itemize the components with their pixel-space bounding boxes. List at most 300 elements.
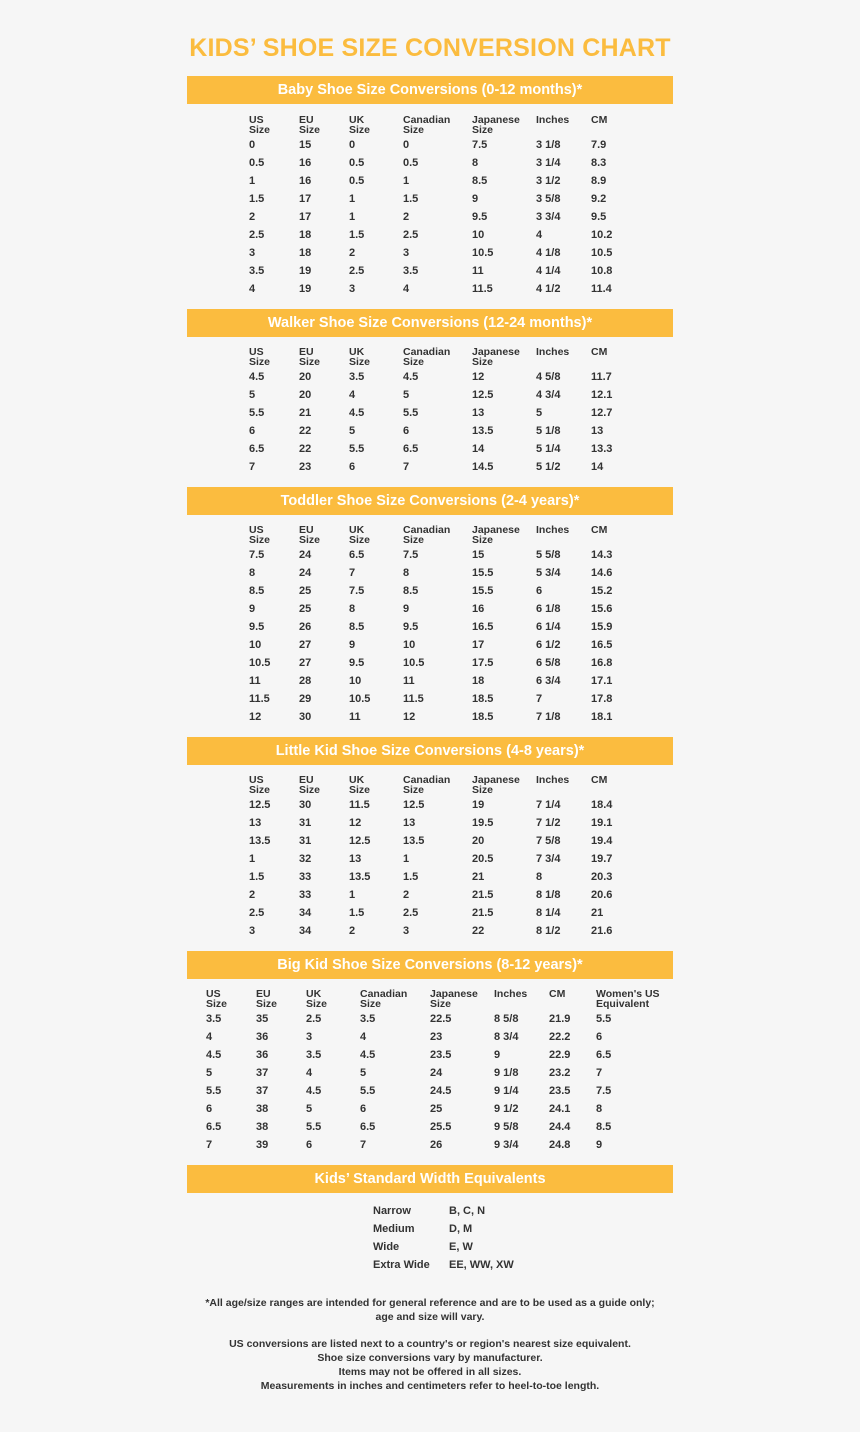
table-cell: 7.9: [591, 139, 607, 151]
table-cell: 8 3/4: [494, 1031, 519, 1043]
table-cell: 21.6: [591, 925, 613, 937]
table-cell: 1.5: [249, 193, 265, 205]
table-cell: 15.2: [591, 585, 613, 597]
table-cell: 17.1: [591, 675, 613, 687]
table-cell: 0.5: [403, 157, 419, 169]
width-name: Wide: [373, 1241, 400, 1253]
note-line: Measurements in inches and centimeters refer to heel-to-toe length.: [260, 1380, 600, 1392]
table-cell: 17: [472, 639, 485, 651]
table-cell: 0: [349, 139, 356, 151]
column-header: US Size: [249, 774, 271, 796]
table-cell: 8: [536, 871, 543, 883]
table-cell: 4: [360, 1031, 367, 1043]
table-cell: 13.5: [349, 871, 371, 883]
table-cell: 2: [403, 211, 410, 223]
size-table: [206, 989, 666, 1158]
table-cell: 3 1/2: [536, 175, 561, 187]
table-cell: 5: [360, 1067, 367, 1079]
table-cell: 10.5: [403, 657, 425, 669]
table-cell: 21.5: [472, 889, 494, 901]
table-cell: 23: [430, 1031, 443, 1043]
table-cell: 25: [299, 585, 312, 597]
note-line: US conversions are listed next to a country's or region's nearest size equivalent.: [229, 1338, 631, 1350]
size-table: [249, 525, 709, 730]
table-cell: 5: [206, 1067, 213, 1079]
table-cell: 20.6: [591, 889, 613, 901]
table-cell: 4.5: [249, 371, 265, 383]
table-row: [206, 1010, 666, 1028]
table-cell: 31: [299, 835, 312, 847]
note-line: Shoe size conversions vary by manufacturer.: [317, 1352, 543, 1364]
table-cell: 2.5: [403, 907, 419, 919]
table-cell: 5: [306, 1103, 313, 1115]
table-row: [249, 458, 709, 476]
table-cell: 30: [299, 799, 312, 811]
table-cell: 7 1/4: [536, 799, 561, 811]
table-cell: 16.5: [472, 621, 494, 633]
table-cell: 9.5: [591, 211, 607, 223]
table-cell: 10.5: [472, 247, 494, 259]
table-cell: 18.5: [472, 693, 494, 705]
table-cell: 5.5: [403, 407, 419, 419]
table-cell: 6 3/4: [536, 675, 561, 687]
column-header: Japanese Size: [472, 114, 520, 136]
table-cell: 7.5: [403, 549, 419, 561]
table-cell: 11.7: [591, 371, 612, 383]
table-cell: 9 1/4: [494, 1085, 519, 1097]
table-cell: 6.5: [596, 1049, 612, 1061]
table-cell: 21: [299, 407, 312, 419]
table-cell: 2: [249, 211, 256, 223]
table-cell: 3.5: [403, 265, 419, 277]
table-cell: 6: [403, 425, 410, 437]
table-cell: 1.5: [403, 193, 419, 205]
table-row: [249, 244, 709, 262]
table-cell: 8: [349, 603, 356, 615]
table-cell: 34: [299, 925, 312, 937]
size-table: [249, 775, 709, 944]
table-cell: 11: [349, 711, 361, 723]
table-cell: 33: [299, 871, 312, 883]
table-cell: 8.5: [472, 175, 488, 187]
table-cell: 3 3/4: [536, 211, 561, 223]
table-cell: 8.3: [591, 157, 607, 169]
table-cell: 2: [403, 889, 410, 901]
table-cell: 6.5: [349, 549, 365, 561]
table-cell: 4 5/8: [536, 371, 561, 383]
section-title: Toddler Shoe Size Conversions (2-4 years)*: [187, 487, 673, 515]
footnote-line: *All age/size ranges are intended for general reference and are to be used as a guide only;: [205, 1297, 655, 1309]
section-title: Big Kid Shoe Size Conversions (8-12 years)*: [187, 951, 673, 979]
table-cell: 25: [430, 1103, 443, 1115]
table-cell: 2.5: [349, 265, 365, 277]
table-cell: 12: [249, 711, 262, 723]
table-cell: 36: [256, 1031, 269, 1043]
table-cell: 8: [596, 1103, 603, 1115]
width-table: [373, 1202, 573, 1274]
table-cell: 39: [256, 1139, 269, 1151]
table-row: [249, 208, 709, 226]
table-cell: 5 3/4: [536, 567, 561, 579]
table-cell: 10.5: [249, 657, 271, 669]
column-header: EU Size: [299, 114, 321, 136]
column-header: Japanese Size: [430, 988, 478, 1010]
table-cell: 5 1/4: [536, 443, 561, 455]
table-cell: 9: [472, 193, 479, 205]
table-cell: 4.5: [349, 407, 365, 419]
table-cell: 6 1/8: [536, 603, 561, 615]
column-header: Inches: [536, 346, 570, 358]
width-codes: E, W: [449, 1241, 473, 1253]
table-cell: 10: [349, 675, 362, 687]
table-row: [206, 1082, 666, 1100]
table-row: [206, 1064, 666, 1082]
table-cell: 7.5: [472, 139, 488, 151]
table-cell: 5.5: [349, 443, 365, 455]
table-cell: 10: [249, 639, 262, 651]
table-cell: 12: [349, 817, 362, 829]
table-cell: 24.5: [430, 1085, 452, 1097]
column-header: Inches: [536, 114, 570, 126]
width-row: [373, 1202, 573, 1220]
width-name: Extra Wide: [373, 1259, 430, 1271]
table-cell: 15.5: [472, 585, 494, 597]
table-cell: 6 1/2: [536, 639, 561, 651]
table-row: [249, 440, 709, 458]
table-cell: 7: [206, 1139, 213, 1151]
table-cell: 25: [299, 603, 312, 615]
table-cell: 4: [206, 1031, 213, 1043]
table-cell: 5 1/2: [536, 461, 561, 473]
table-cell: 22.2: [549, 1031, 571, 1043]
table-cell: 4: [536, 229, 543, 241]
table-cell: 1.5: [403, 871, 419, 883]
size-table: [249, 115, 709, 302]
table-row: [249, 672, 709, 690]
table-cell: 13: [403, 817, 416, 829]
table-cell: 3.5: [349, 371, 365, 383]
table-cell: 5 1/8: [536, 425, 561, 437]
column-header: EU Size: [256, 988, 278, 1010]
table-row: [249, 600, 709, 618]
notes: [0, 1337, 860, 1393]
table-cell: 38: [256, 1121, 269, 1133]
table-row: [249, 690, 709, 708]
table-cell: 31: [299, 817, 312, 829]
table-cell: 1: [403, 853, 410, 865]
table-row: [206, 1046, 666, 1064]
table-cell: 18: [299, 247, 312, 259]
table-cell: 10.8: [591, 265, 613, 277]
table-cell: 19: [299, 283, 312, 295]
column-header: US Size: [249, 524, 271, 546]
table-cell: 6: [596, 1031, 603, 1043]
table-cell: 7: [249, 461, 256, 473]
table-cell: 19.1: [591, 817, 613, 829]
column-header: Japanese Size: [472, 346, 520, 368]
table-cell: 12.1: [591, 389, 613, 401]
table-cell: 7 1/8: [536, 711, 561, 723]
table-cell: 0.5: [349, 157, 365, 169]
column-header: UK Size: [349, 114, 371, 136]
table-cell: 5 5/8: [536, 549, 561, 561]
table-cell: 13: [349, 853, 362, 865]
table-cell: 6.5: [206, 1121, 222, 1133]
table-row: [206, 1028, 666, 1046]
table-cell: 17.8: [591, 693, 613, 705]
table-cell: 18.1: [591, 711, 613, 723]
table-cell: 3 5/8: [536, 193, 561, 205]
table-cell: 12: [472, 371, 485, 383]
table-cell: 14: [472, 443, 485, 455]
widths-section-title: Kids’ Standard Width Equivalents: [187, 1165, 673, 1193]
table-row: [249, 708, 709, 726]
size-table: [249, 347, 709, 480]
column-header: Canadian Size: [403, 346, 451, 368]
table-row: [249, 868, 709, 886]
column-header: UK Size: [349, 346, 371, 368]
width-codes: B, C, N: [449, 1205, 486, 1217]
table-cell: 12.5: [249, 799, 271, 811]
table-cell: 2.5: [403, 229, 419, 241]
table-cell: 4 3/4: [536, 389, 561, 401]
table-cell: 9: [249, 603, 256, 615]
column-header: Women's US Equivalent: [596, 988, 660, 1010]
table-cell: 8.9: [591, 175, 607, 187]
table-cell: 4 1/4: [536, 265, 561, 277]
table-cell: 12.5: [349, 835, 371, 847]
section-title: Little Kid Shoe Size Conversions (4-8 years)*: [187, 737, 673, 765]
table-cell: 9 1/8: [494, 1067, 519, 1079]
table-cell: 17: [299, 211, 312, 223]
table-cell: 27: [299, 639, 312, 651]
table-cell: 34: [299, 907, 312, 919]
table-cell: 5.5: [306, 1121, 322, 1133]
table-cell: 16: [472, 603, 485, 615]
table-cell: 37: [256, 1067, 269, 1079]
table-cell: 17.5: [472, 657, 494, 669]
table-cell: 6 5/8: [536, 657, 561, 669]
table-cell: 12.5: [403, 799, 425, 811]
table-cell: 4 1/8: [536, 247, 561, 259]
table-cell: 3.5: [306, 1049, 322, 1061]
table-cell: 4: [403, 283, 410, 295]
table-cell: 9.5: [349, 657, 365, 669]
column-header: US Size: [206, 988, 228, 1010]
column-header: EU Size: [299, 524, 321, 546]
table-row: [249, 618, 709, 636]
table-cell: 7.5: [349, 585, 365, 597]
table-cell: 4: [249, 283, 256, 295]
table-cell: 5.5: [249, 407, 265, 419]
table-cell: 8 1/8: [536, 889, 561, 901]
table-cell: 3 1/8: [536, 139, 561, 151]
table-cell: 6: [536, 585, 543, 597]
table-row: [249, 546, 709, 564]
column-header: Inches: [536, 524, 570, 536]
table-row: [249, 814, 709, 832]
table-cell: 23.2: [549, 1067, 571, 1079]
table-cell: 21: [472, 871, 485, 883]
table-cell: 8.5: [403, 585, 419, 597]
table-cell: 9.5: [403, 621, 419, 633]
table-row: [249, 386, 709, 404]
table-cell: 2.5: [306, 1013, 322, 1025]
table-row: [249, 136, 709, 154]
table-cell: 23.5: [549, 1085, 571, 1097]
table-cell: 12.7: [591, 407, 613, 419]
table-cell: 5.5: [596, 1013, 612, 1025]
table-cell: 8.5: [596, 1121, 612, 1133]
table-cell: 8.5: [249, 585, 265, 597]
table-cell: 19.4: [591, 835, 613, 847]
column-header: Inches: [536, 774, 570, 786]
table-cell: 19: [299, 265, 312, 277]
column-header: CM: [591, 114, 608, 126]
table-cell: 24.1: [549, 1103, 571, 1115]
table-cell: 2: [349, 247, 356, 259]
table-cell: 6: [349, 461, 356, 473]
table-cell: 1: [349, 211, 356, 223]
footnote: [0, 1296, 860, 1324]
table-cell: 19.5: [472, 817, 494, 829]
table-cell: 20: [299, 389, 312, 401]
table-cell: 4: [349, 389, 356, 401]
table-cell: 20.3: [591, 871, 613, 883]
table-cell: 14.5: [472, 461, 494, 473]
table-cell: 22: [299, 443, 312, 455]
table-cell: 13.5: [472, 425, 494, 437]
table-cell: 0: [249, 139, 256, 151]
table-cell: 14: [591, 461, 604, 473]
table-cell: 13.5: [249, 835, 271, 847]
table-row: [249, 564, 709, 582]
table-cell: 18.4: [591, 799, 613, 811]
table-cell: 0.5: [249, 157, 265, 169]
table-cell: 5: [403, 389, 410, 401]
table-cell: 10: [472, 229, 485, 241]
table-cell: 8.5: [349, 621, 365, 633]
table-cell: 8 5/8: [494, 1013, 519, 1025]
table-cell: 11: [403, 675, 415, 687]
table-cell: 6: [306, 1139, 313, 1151]
table-cell: 4 1/2: [536, 283, 561, 295]
table-cell: 24: [299, 549, 312, 561]
column-header: Inches: [494, 988, 528, 1000]
width-codes: EE, WW, XW: [449, 1259, 514, 1271]
table-cell: 21.5: [472, 907, 494, 919]
column-header: UK Size: [349, 774, 371, 796]
table-cell: 5: [349, 425, 356, 437]
table-cell: 10.2: [591, 229, 613, 241]
table-cell: 3: [306, 1031, 313, 1043]
footnote-line: age and size will vary.: [375, 1311, 485, 1323]
table-cell: 22: [299, 425, 312, 437]
width-name: Medium: [373, 1223, 415, 1235]
table-cell: 13.3: [591, 443, 613, 455]
table-cell: 10.5: [591, 247, 613, 259]
table-cell: 23: [299, 461, 312, 473]
column-header: Canadian Size: [403, 114, 451, 136]
table-cell: 25.5: [430, 1121, 452, 1133]
table-cell: 6.5: [403, 443, 419, 455]
table-cell: 24: [299, 567, 312, 579]
column-header: UK Size: [306, 988, 328, 1010]
table-cell: 7: [349, 567, 356, 579]
table-cell: 29: [299, 693, 312, 705]
table-cell: 4.5: [403, 371, 419, 383]
table-cell: 18.5: [472, 711, 494, 723]
table-cell: 7: [360, 1139, 367, 1151]
table-cell: 5: [249, 389, 256, 401]
table-cell: 9 1/2: [494, 1103, 519, 1115]
table-cell: 26: [430, 1139, 443, 1151]
table-cell: 28: [299, 675, 312, 687]
table-cell: 6.5: [360, 1121, 376, 1133]
column-header: Canadian Size: [360, 988, 408, 1010]
table-cell: 13: [249, 817, 262, 829]
table-cell: 3: [349, 283, 356, 295]
table-cell: 32: [299, 853, 312, 865]
table-cell: 16.8: [591, 657, 613, 669]
width-row: [373, 1238, 573, 1256]
column-header: US Size: [249, 114, 271, 136]
table-cell: 1: [249, 175, 256, 187]
table-cell: 6: [206, 1103, 213, 1115]
table-cell: 22.9: [549, 1049, 571, 1061]
table-cell: 7 1/2: [536, 817, 561, 829]
table-cell: 18: [472, 675, 485, 687]
table-cell: 9: [596, 1139, 603, 1151]
table-row: [249, 582, 709, 600]
table-cell: 20.5: [472, 853, 494, 865]
table-cell: 11.5: [349, 799, 370, 811]
table-cell: 3: [403, 925, 410, 937]
table-cell: 9.5: [472, 211, 488, 223]
table-cell: 10: [403, 639, 416, 651]
table-cell: 2.5: [249, 229, 265, 241]
width-codes: D, M: [449, 1223, 473, 1235]
table-cell: 5: [536, 407, 543, 419]
table-cell: 1.5: [249, 871, 265, 883]
table-cell: 13.5: [403, 835, 425, 847]
table-cell: 15: [299, 139, 312, 151]
column-header: EU Size: [299, 774, 321, 796]
table-row: [206, 1118, 666, 1136]
table-cell: 14.6: [591, 567, 613, 579]
table-cell: 5.5: [360, 1085, 376, 1097]
table-cell: 4.5: [306, 1085, 322, 1097]
table-cell: 7.5: [249, 549, 265, 561]
table-cell: 9.5: [249, 621, 265, 633]
table-row: [249, 368, 709, 386]
table-cell: 35: [256, 1013, 269, 1025]
table-row: [249, 636, 709, 654]
column-header: Canadian Size: [403, 774, 451, 796]
width-row: [373, 1220, 573, 1238]
table-row: [206, 1136, 666, 1154]
table-cell: 33: [299, 889, 312, 901]
table-cell: 1.5: [349, 907, 365, 919]
table-cell: 13: [472, 407, 485, 419]
table-cell: 11.5: [249, 693, 270, 705]
table-cell: 11: [249, 675, 261, 687]
table-cell: 27: [299, 657, 312, 669]
table-cell: 0: [403, 139, 410, 151]
table-cell: 7 5/8: [536, 835, 561, 847]
table-cell: 12.5: [472, 389, 494, 401]
table-cell: 6: [360, 1103, 367, 1115]
